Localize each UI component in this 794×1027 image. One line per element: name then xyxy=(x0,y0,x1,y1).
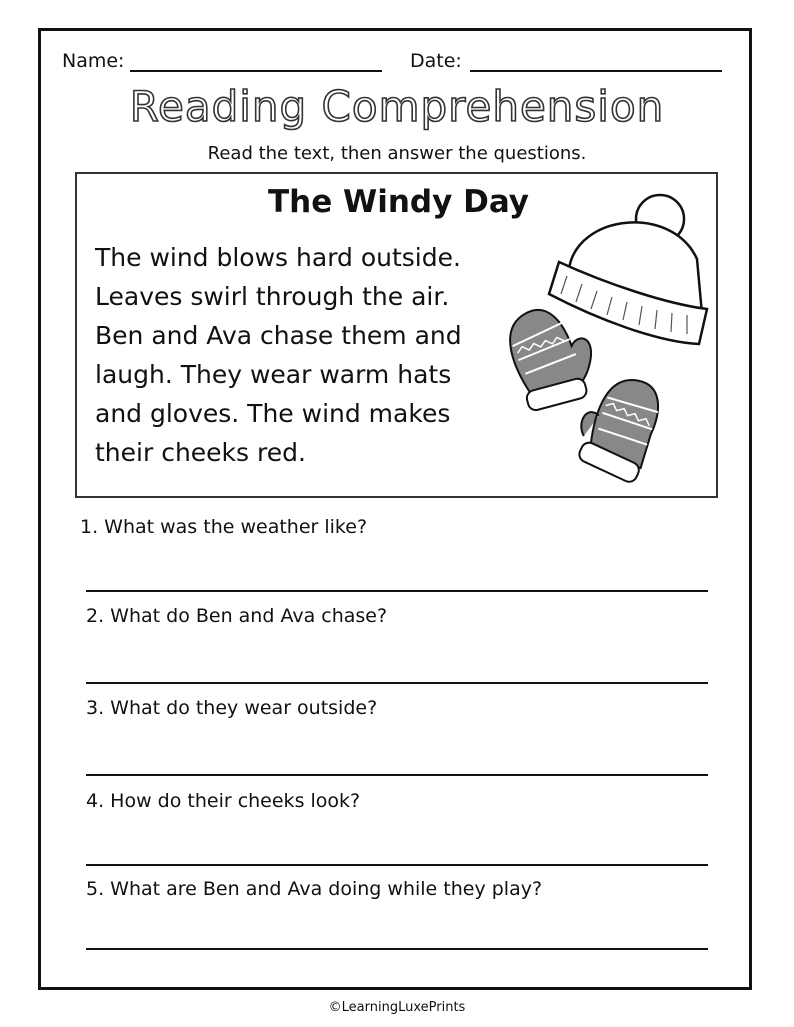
answer-line-4[interactable] xyxy=(86,864,708,866)
date-field[interactable] xyxy=(470,70,722,72)
question-2: 2. What do Ben and Ava chase? xyxy=(86,605,388,627)
answer-line-5[interactable] xyxy=(86,948,708,950)
story-line: their cheeks red. xyxy=(95,438,306,467)
story-line: laugh. They wear warm hats xyxy=(95,360,452,389)
answer-line-3[interactable] xyxy=(86,774,708,776)
story-title: The Windy Day xyxy=(267,184,530,220)
question-1: 1. What was the weather like? xyxy=(80,516,368,538)
name-label: Name: xyxy=(62,50,125,72)
mitten-left-icon xyxy=(502,299,602,413)
question-4: 4. How do their cheeks look? xyxy=(86,790,361,812)
story-line: and gloves. The wind makes xyxy=(95,399,451,428)
copyright-footer: ©LearningLuxePrints xyxy=(328,1000,466,1015)
date-label: Date: xyxy=(410,50,462,72)
story-line: The wind blows hard outside. xyxy=(95,243,461,272)
question-3: 3. What do they wear outside? xyxy=(86,697,378,719)
story-line: Leaves swirl through the air. xyxy=(95,282,450,311)
page-title: Reading Comprehension xyxy=(129,82,665,131)
winter-clothes-illustration xyxy=(497,184,717,484)
answer-line-1[interactable] xyxy=(86,590,708,592)
story-text xyxy=(95,238,515,472)
instructions: Read the text, then answer the questions. xyxy=(207,143,587,164)
answer-line-2[interactable] xyxy=(86,682,708,684)
story-line: Ben and Ava chase them and xyxy=(95,321,462,350)
winter-hat-icon xyxy=(549,195,707,344)
name-field[interactable] xyxy=(130,70,382,72)
story-box xyxy=(75,172,718,498)
question-5: 5. What are Ben and Ava doing while they play? xyxy=(86,878,543,900)
